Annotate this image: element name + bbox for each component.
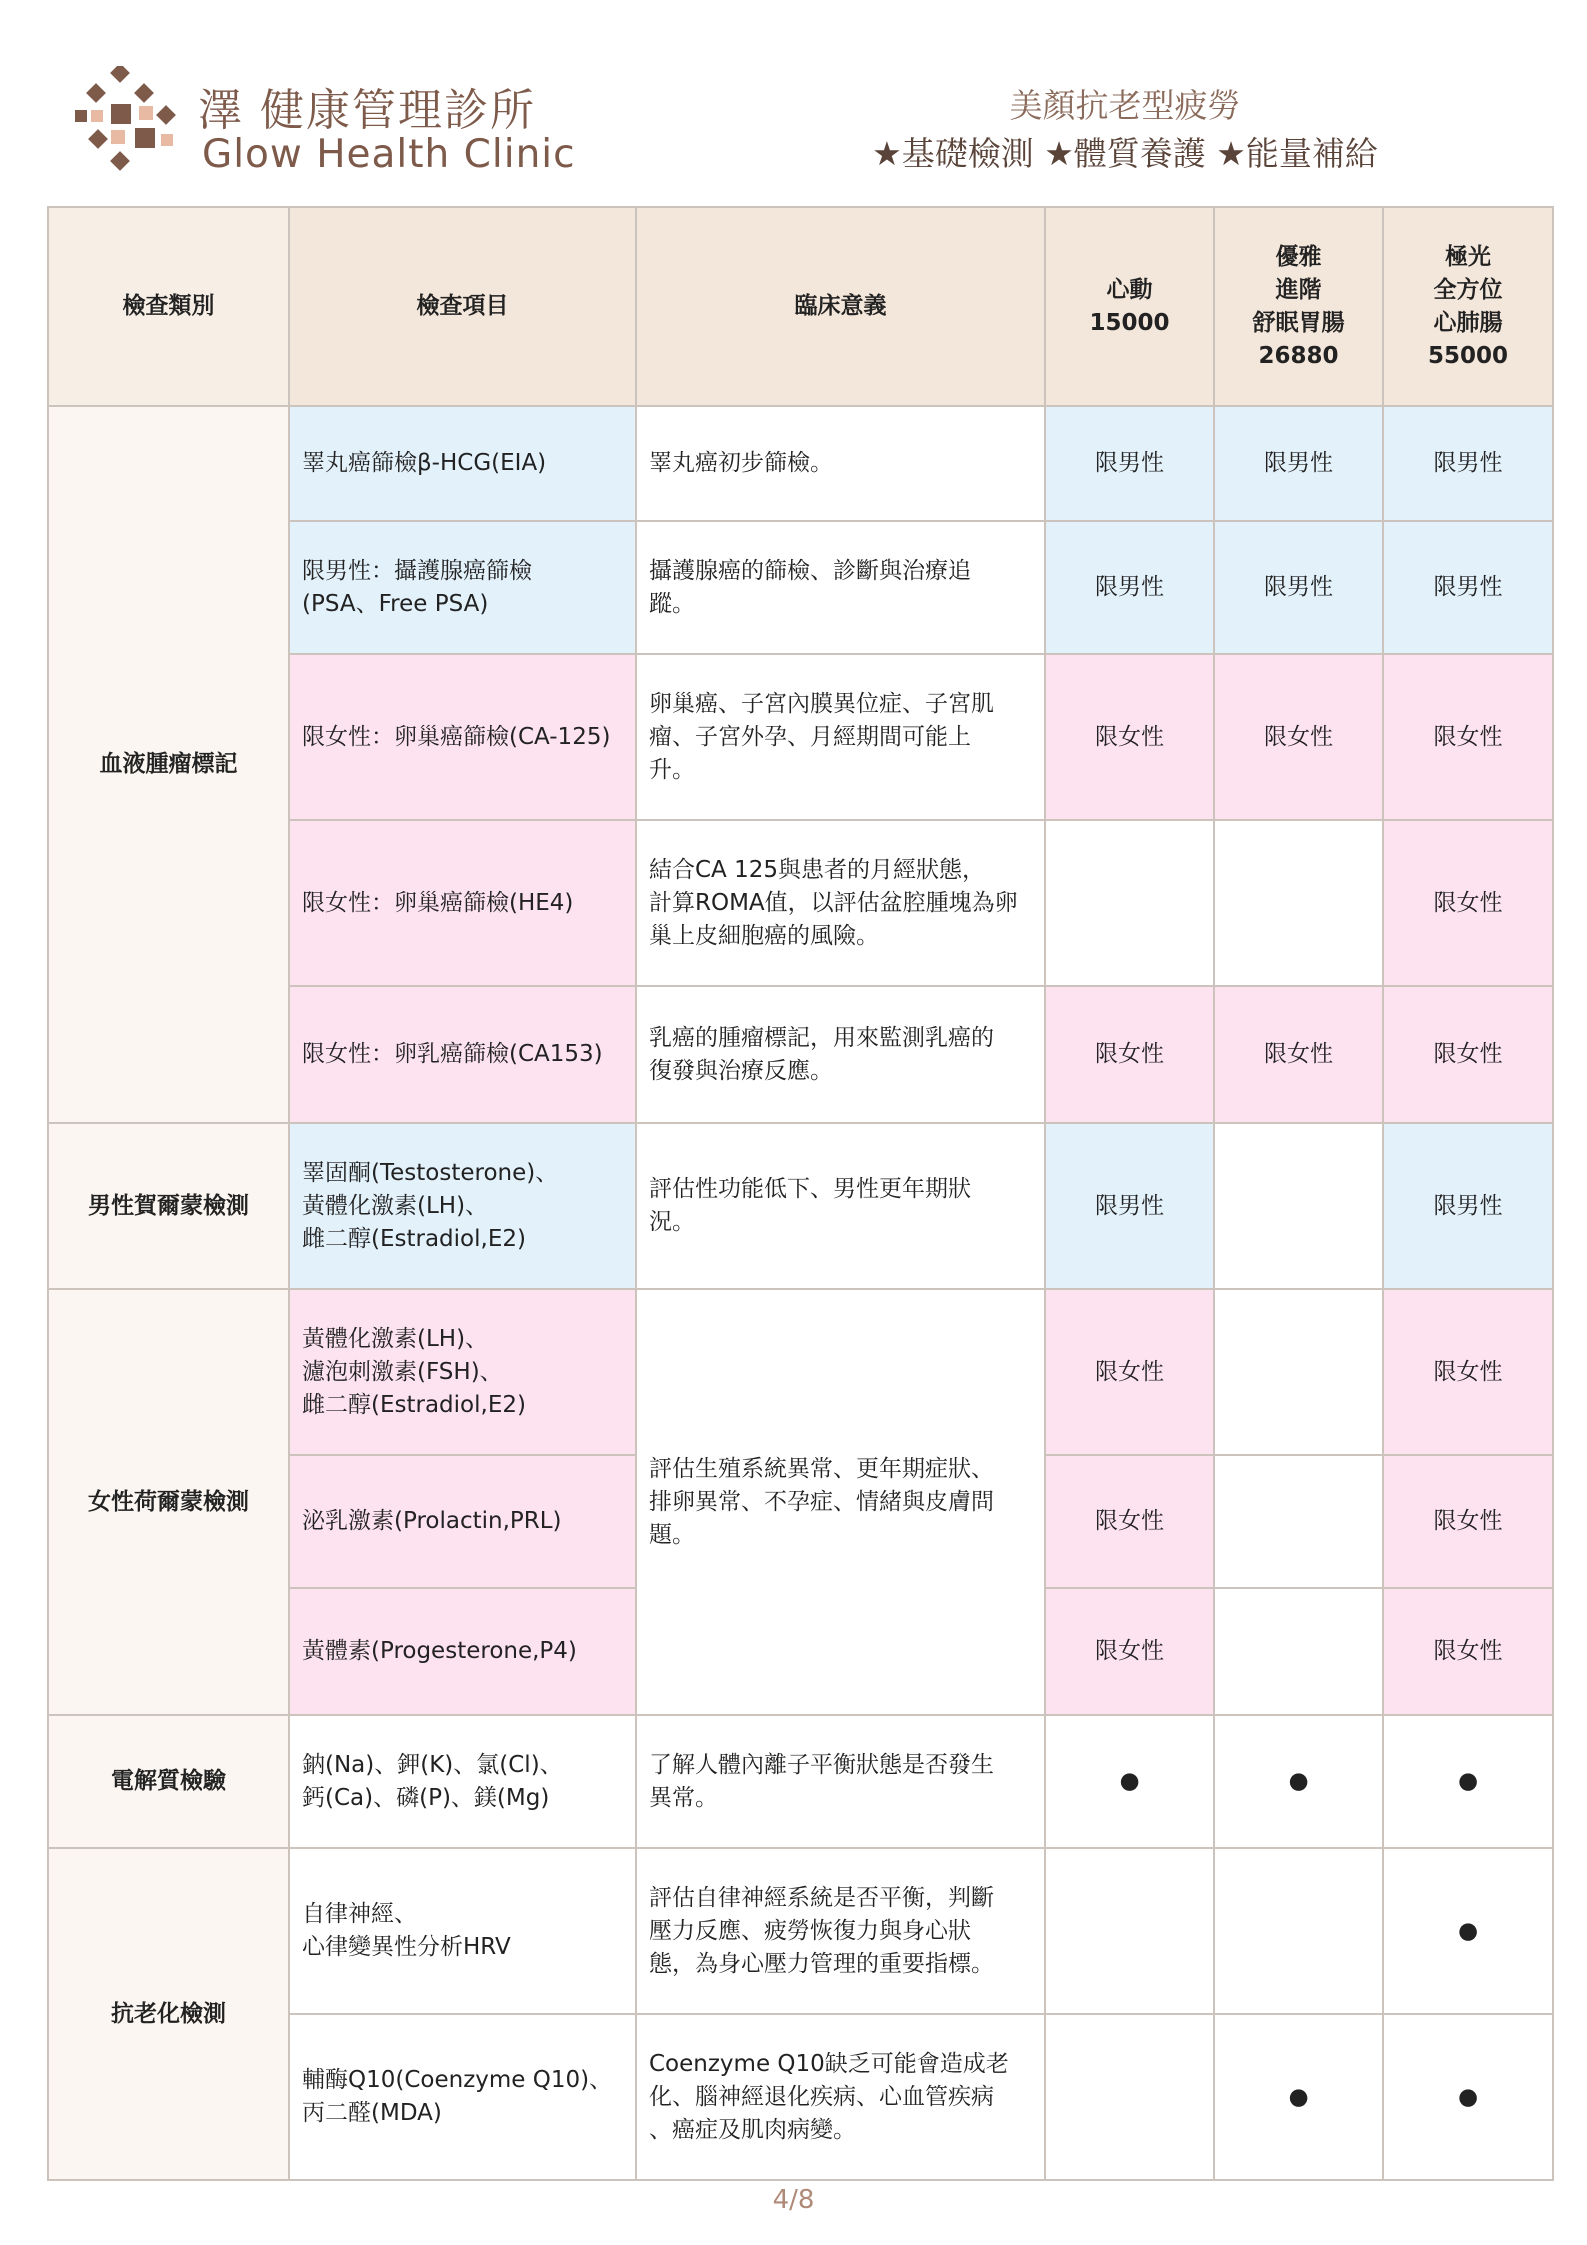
item-cell [289,2014,636,2180]
meaning-line: 卵巢癌、子宮內膜異位症、子宮肌 [649,690,994,717]
plan-price: 26880 [1258,342,1339,369]
category-antiaging: 抗老化檢測 [48,1848,289,2180]
item-line: 限女性：卵巢癌篩檢(CA-125) [302,723,611,750]
plan-aurora-cell: 限女性 [1383,1455,1553,1588]
plan-aurora-cell: 限女性 [1383,654,1553,820]
header-category: 檢查類別 [48,207,289,406]
plan-elegant-cell [1214,1123,1383,1289]
plan-name: 極光 [1445,243,1491,270]
meaning-line: 壓力反應、疲勞恢復力與身心狀 [649,1917,971,1944]
item-cell [289,1715,636,1848]
item-line: 睪丸癌篩檢β-HCG(EIA) [302,450,547,476]
item-cell [289,1123,636,1289]
header-plan-aurora [1383,207,1553,406]
plan-aurora-cell: 限女性 [1383,820,1553,986]
meaning-line: 異常。 [649,1784,718,1811]
plan-elegant-cell [1214,1588,1383,1715]
page-number: 4/8 [772,2185,815,2215]
header-item: 檢查項目 [289,207,636,406]
item-line: 自律神經、 [302,1901,417,1927]
clinic-name-english: Glow Health Clinic [202,132,576,177]
plan-heart-cell: 限女性 [1045,1588,1214,1715]
plan-name: 優雅 [1275,243,1322,270]
category-male-hormone: 男性賀爾蒙檢測 [48,1123,289,1289]
item-line: (PSA、Free PSA) [302,590,489,617]
item-line: 丙二醛(MDA) [302,2100,442,2126]
plan-subtitle: ★基礎檢測 ★體質養護 ★能量補給 [872,134,1378,173]
plan-heart-cell: 限女性 [1045,1455,1214,1588]
clinic-logo-icon [75,66,185,178]
item-line: 黃體化激素(LH)、 [302,1325,489,1352]
item-cell [289,406,636,521]
meaning-line: 評估自律神經系統是否平衡，判斷 [649,1884,994,1911]
plan-elegant-dot-icon: ● [1214,1715,1383,1848]
meaning-line: 巢上皮細胞癌的風險。 [649,922,879,949]
item-cell [289,820,636,986]
item-cell [289,986,636,1123]
meaning-line: 蹤。 [649,590,695,617]
plan-elegant-cell [1214,1289,1383,1455]
meaning-line: 、癌症及肌肉病變。 [649,2116,856,2143]
plan-aurora-dot-icon: ● [1383,1848,1553,2014]
meaning-line: 計算ROMA值，以評估盆腔腫塊為卵 [649,889,1018,916]
item-cell [289,1289,636,1455]
header-plan-heart [1045,207,1214,406]
item-line: 睪固酮(Testosterone)、 [302,1159,559,1186]
plan-aurora-dot-icon: ● [1383,1715,1553,1848]
meaning-line: 評估性功能低下、男性更年期狀 [649,1176,971,1202]
plan-title: 美顏抗老型疲勞 [1009,86,1241,125]
meaning-line: 復發與治療反應。 [649,1057,833,1084]
plan-aurora-cell: 限女性 [1383,1289,1553,1455]
item-line: 濾泡刺激素(FSH)、 [302,1358,503,1385]
plan-aurora-cell: 限女性 [1383,986,1553,1123]
plan-aurora-cell: 限女性 [1383,1588,1553,1715]
table-row [48,1289,1553,1455]
plan-heart-cell [1045,820,1214,986]
meaning-line: Coenzyme Q10缺乏可能會造成老 [649,2050,1009,2077]
item-line: 黃體素(Progesterone,P4) [302,1638,577,1664]
plan-aurora-cell: 限男性 [1383,1123,1553,1289]
plan-name: 心動 [1106,276,1153,303]
plan-elegant-cell: 限女性 [1214,986,1383,1123]
item-line: 雌二醇(Estradiol,E2) [302,1225,526,1252]
meaning-cell [636,521,1045,654]
item-line: 限女性：卵巢癌篩檢(HE4) [302,889,574,916]
plan-heart-dot-icon: ● [1045,1715,1214,1848]
plan-tier: 進階 [1275,276,1322,303]
header-meaning: 臨床意義 [636,207,1045,406]
meaning-cell [636,1123,1045,1289]
meaning-cell [636,2014,1045,2180]
item-line: 雌二醇(Estradiol,E2) [302,1391,526,1418]
meaning-line: 結合CA 125與患者的月經狀態， [649,856,986,883]
plan-tier: 全方位 [1433,276,1503,303]
category-electrolyte: 電解質檢驗 [48,1715,289,1848]
meaning-cell [636,1289,1045,1715]
item-line: 鈉(Na)、鉀(K)、氯(Cl)、 [302,1751,563,1778]
meaning-cell [636,654,1045,820]
item-cell [289,521,636,654]
item-cell [289,654,636,820]
plan-price: 15000 [1089,309,1170,336]
meaning-cell [636,986,1045,1123]
checkup-table [47,206,1554,2181]
meaning-cell [636,1715,1045,1848]
plan-desc: 心肺腸 [1433,309,1503,336]
item-line: 泌乳激素(Prolactin,PRL) [302,1508,562,1534]
plan-heart-cell [1045,1848,1214,2014]
meaning-line: 排卵異常、不孕症、情緒與皮膚問 [649,1488,994,1515]
item-line: 限女性：卵乳癌篩檢(CA153) [302,1041,603,1067]
clinic-name-chinese: 澤 健康管理診所 [198,85,536,136]
plan-elegant-cell: 限男性 [1214,521,1383,654]
meaning-line: 態，為身心壓力管理的重要指標。 [649,1950,994,1977]
item-cell [289,1455,636,1588]
plan-elegant-cell: 限男性 [1214,406,1383,521]
meaning-cell [636,406,1045,521]
item-cell [289,1848,636,2014]
meaning-line: 乳癌的腫瘤標記，用來監測乳癌的 [649,1024,994,1051]
plan-elegant-dot-icon: ● [1214,2014,1383,2180]
plan-elegant-cell [1214,1848,1383,2014]
category-tumor-markers: 血液腫瘤標記 [48,406,289,1123]
item-line: 限男性：攝護腺癌篩檢 [302,557,532,584]
item-line: 輔酶Q10(Coenzyme Q10)、 [302,2067,613,2093]
meaning-line: 題。 [649,1521,695,1548]
meaning-line: 了解人體內離子平衡狀態是否發生 [649,1751,994,1778]
table-row [48,1715,1553,1848]
plan-price: 55000 [1427,342,1509,369]
plan-desc: 舒眠胃腸 [1252,309,1345,336]
item-line: 心律變異性分析HRV [302,1934,511,1960]
plan-heart-cell: 限男性 [1045,1123,1214,1289]
category-female-hormone: 女性荷爾蒙檢測 [48,1289,289,1715]
item-line: 鈣(Ca)、磷(P)、鎂(Mg) [302,1784,550,1811]
plan-elegant-cell: 限女性 [1214,654,1383,820]
meaning-line: 瘤、子宮外孕、月經期間可能上 [649,723,971,750]
plan-elegant-cell [1214,820,1383,986]
plan-heart-cell: 限女性 [1045,986,1214,1123]
meaning-line: 睪丸癌初步篩檢。 [649,450,833,476]
table-header-row [48,207,1553,406]
meaning-cell [636,820,1045,986]
plan-heart-cell: 限男性 [1045,521,1214,654]
table-row [48,1123,1553,1289]
plan-heart-cell: 限女性 [1045,654,1214,820]
plan-aurora-cell: 限男性 [1383,521,1553,654]
plan-heart-cell [1045,2014,1214,2180]
table-row [48,1848,1553,2014]
plan-aurora-dot-icon: ● [1383,2014,1553,2180]
meaning-line: 況。 [649,1209,695,1235]
plan-aurora-cell: 限男性 [1383,406,1553,521]
plan-heart-cell: 限男性 [1045,406,1214,521]
plan-heart-cell: 限女性 [1045,1289,1214,1455]
item-cell [289,1588,636,1715]
header-plan-elegant [1214,207,1383,406]
table-row [48,406,1553,521]
meaning-line: 升。 [649,756,695,783]
item-line: 黃體化激素(LH)、 [302,1192,489,1219]
plan-elegant-cell [1214,1455,1383,1588]
meaning-line: 化、腦神經退化疾病、心血管疾病 [649,2083,994,2110]
meaning-cell [636,1848,1045,2014]
meaning-line: 評估生殖系統異常、更年期症狀、 [649,1455,994,1482]
meaning-line: 攝護腺癌的篩檢、診斷與治療追 [649,557,971,584]
